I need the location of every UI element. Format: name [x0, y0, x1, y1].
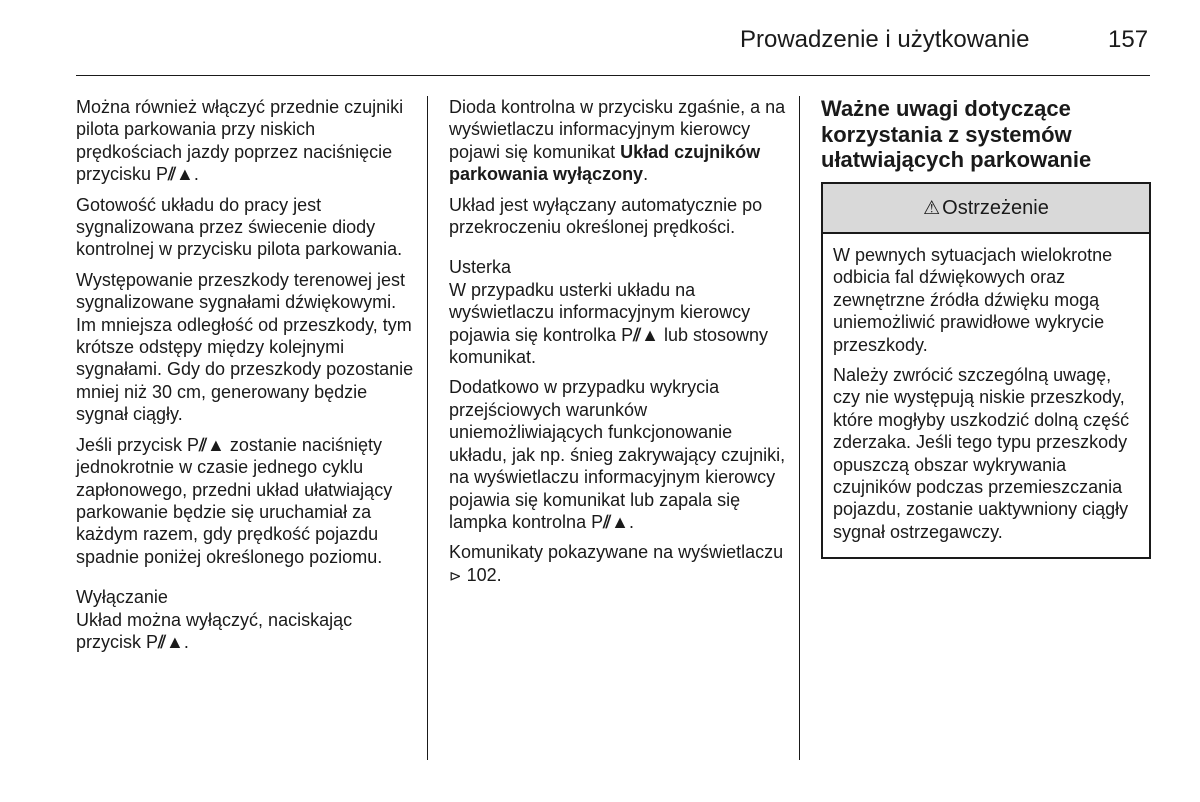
page-reference[interactable]: 102. [461, 564, 502, 585]
paragraph: W przypadku usterki układu na wyświetlaczu informacyjnym kierowcy pojawia się kontrolka P⫽▲ lub stosowny komunikat. [449, 279, 769, 368]
paragraph: Jeśli przycisk P⫽▲ zostanie naciśnięty jednokrotnie w czasie jednego cyklu zapłonowego, przedni układ ułatwiający parkowanie będzie się uruchamiał za każdym razem, gdy prędkość pojazdu spadnie poniżej określonego poziomu. [76, 434, 393, 567]
paragraph: Układ jest wyłączany automatycznie po przekroczeniu określonej prędkości. [449, 194, 763, 238]
parking-sensor-icon: P⫽▲ [591, 511, 629, 532]
page-reference-icon: ⊳ [449, 567, 462, 585]
warning-box [821, 182, 1151, 559]
display-message: Układ czujników parkowania wyłączony [449, 141, 761, 185]
column-divider-1 [427, 96, 428, 760]
warning-body [823, 234, 1149, 557]
paragraph: Dodatkowo w przypadku wykrycia przejściowych warunków uniemożliwiających funkcjonowanie układu, jak np. śnieg zakrywający czujniki, na wyświetlaczu informacyjnym kierowcy pojawia się komunikat lub zapala się lampka kontrolna P⫽▲. [449, 377, 786, 532]
paragraph: W pewnych sytuacjach wielokrotne odbicia fal dźwiękowych oraz zewnętrzne źródła dźwięku mogą uniemożliwić prawidłowe wykrycie przeszkody. [833, 245, 1113, 355]
page-number: 157 [1108, 26, 1149, 53]
paragraph: Występowanie przeszkody terenowej jest sygnalizowane sygnałami dźwiękowymi. Im mniejsza odległość od przeszkody, tym krótsze odstępy między kolejnymi sygnałami. Gdy do przeszkody pozostanie mniej niż 30 cm, generowany będzie sygnał ciągły. [76, 269, 414, 425]
parking-sensor-icon: P⫽▲ [156, 164, 194, 185]
header-title: Prowadzenie i użytkowanie [740, 26, 1030, 53]
paragraph: Można również włączyć przednie czujniki pilota parkowania przy niskich prędkościach jazdy poprzez naciśnięcie przycisku P⫽▲. [76, 97, 404, 185]
paragraph: Układ można wyłączyć, naciskając przycisk P⫽▲. [76, 609, 353, 652]
header-rule [76, 75, 1150, 76]
warning-title: Ostrzeżenie [942, 196, 1049, 219]
column-divider-2 [799, 96, 800, 760]
paragraph: Dioda kontrolna w przycisku zgaśnie, a na wyświetlaczu informacyjnym kierowcy pojawi się komunikat Układ czujników parkowania wyłączony. [449, 97, 786, 185]
warning-header [823, 184, 1149, 234]
column-1 [76, 96, 416, 661]
section-heading: Ważne uwagi dotyczące korzystania z systemów ułatwiających parkowanie [821, 96, 1092, 173]
column-2 [449, 96, 789, 596]
subheading-disabling: Wyłączanie [76, 587, 168, 608]
subheading-fault: Usterka [449, 257, 512, 278]
paragraph: Komunikaty pokazywane na wyświetlaczu ⊳ 102. [449, 542, 784, 585]
parking-sensor-icon: P⫽▲ [187, 434, 225, 455]
warning-triangle-icon: ⚠ [923, 197, 941, 219]
parking-sensor-icon: P⫽▲ [146, 631, 184, 652]
parking-sensor-icon: P⫽▲ [621, 324, 659, 345]
column-3 [821, 96, 1150, 173]
paragraph: Gotowość układu do pracy jest sygnalizowana przez świecenie diody kontrolnej w przycisku pilota parkowania. [76, 194, 403, 260]
paragraph: Należy zwrócić szczególną uwagę, czy nie występują niskie przeszkody, które mogłyby uszkodzić dolną część zderzaka. Jeśli tego typu przeszkody opuszczą obszar wykrywania czujników podczas przemieszczania pojazdu, zostanie uaktywniony ciągły sygnał ostrzegawczy. [833, 365, 1130, 542]
